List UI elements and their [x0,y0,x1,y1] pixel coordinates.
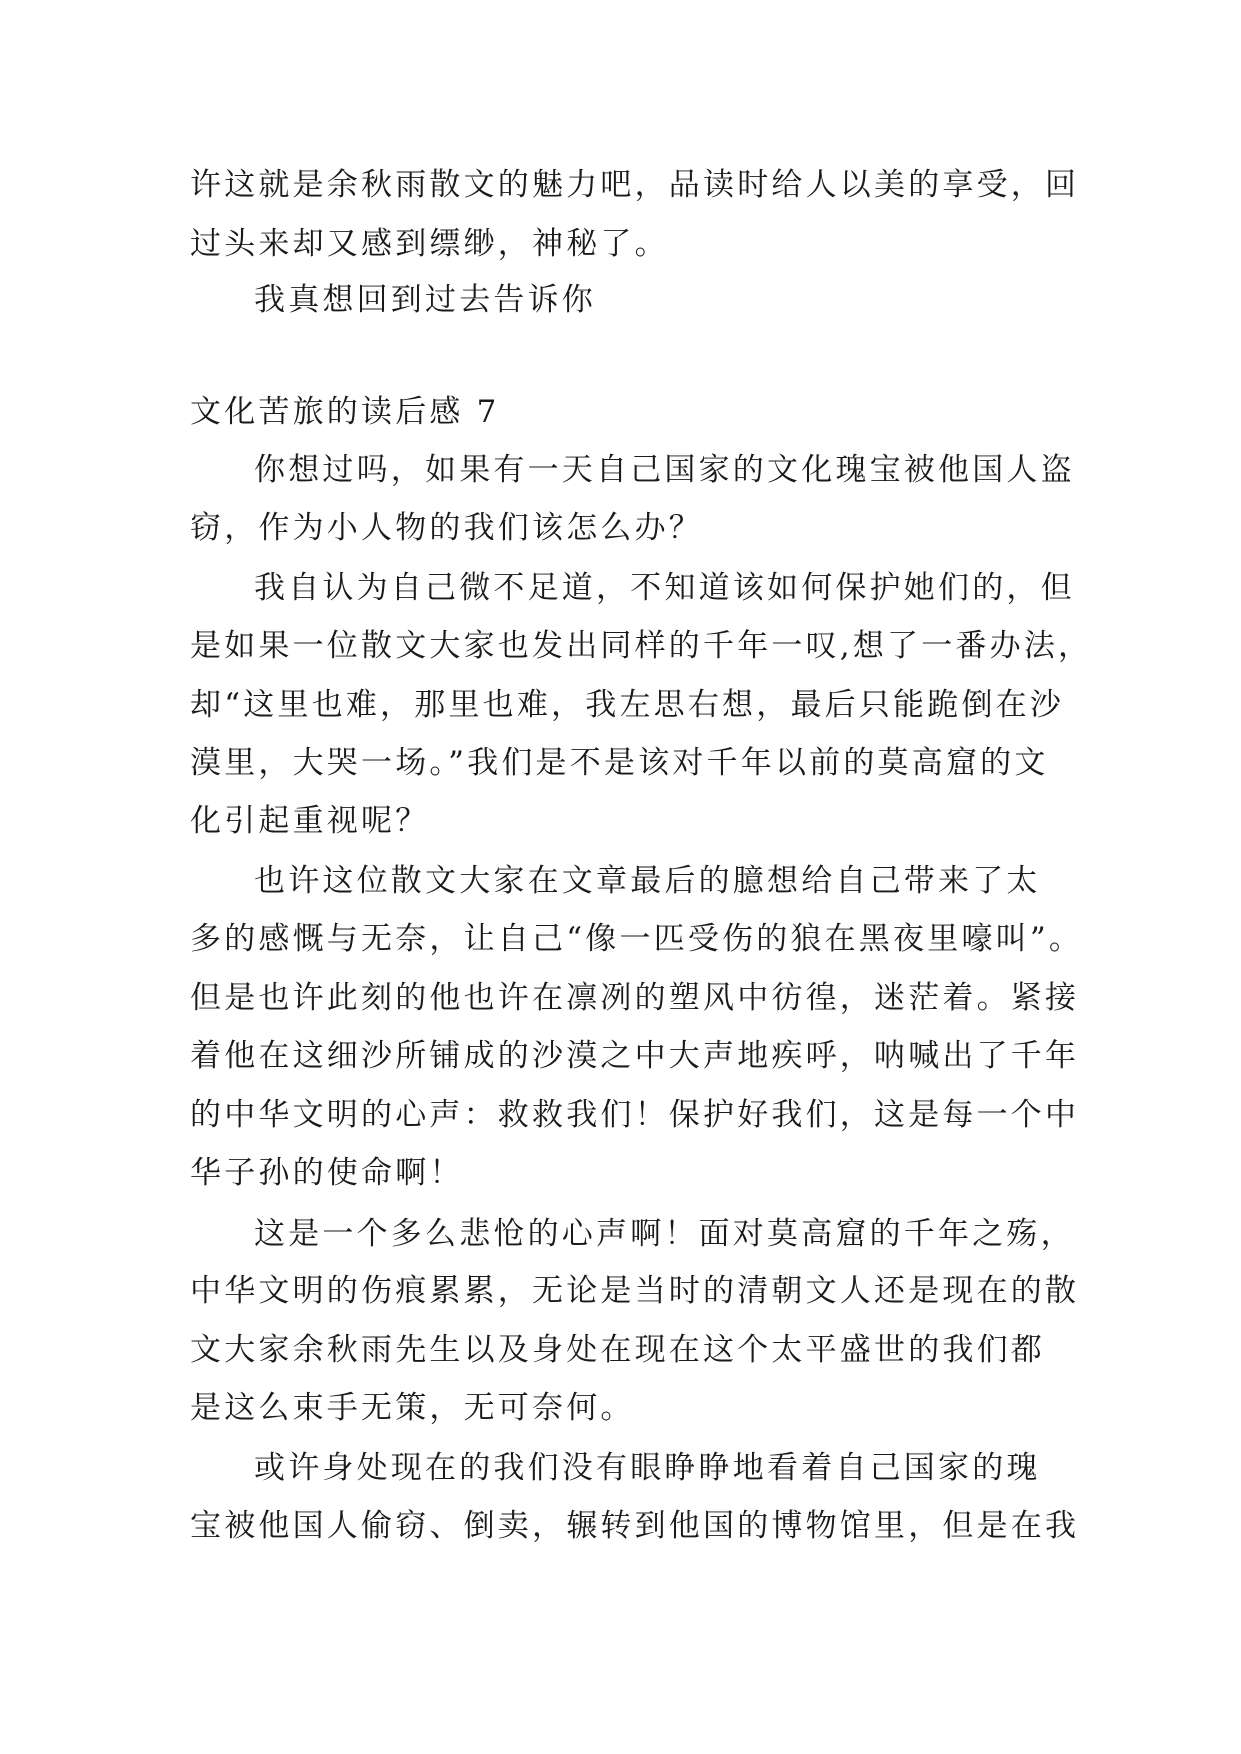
text-line: 窃，作为小人物的我们该怎么办？ [190,510,703,546]
text-line: 但是也许此刻的他也许在凛冽的塑风中彷徨，迷茫着。紧接 [190,980,1080,1016]
text-line: 你想过吗，如果有一天自己国家的文化瑰宝被他国人盗 [254,452,1075,488]
text-line: 是如果一位散文大家也发出同样的千年一叹,想了一番办法， [190,628,1093,664]
text-line: 文大家余秋雨先生以及身处在现在这个太平盛世的我们都 [190,1332,1045,1368]
text-line: 宝被他国人偷窃、倒卖，辗转到他国的博物馆里，但是在我 [190,1508,1080,1544]
text-line: 多的感慨与无奈，让自己“像一匹受伤的狼在黑夜里嚎叫”。 [190,921,1084,957]
text-line: 漠里，大哭一场。”我们是不是该对千年以前的莫高窟的文 [190,745,1049,781]
text-line: 过头来却又感到缥缈，神秘了。 [190,226,669,262]
section-heading: 文化苦旅的读后感 7 [190,394,500,430]
text-line: 也许这位散文大家在文章最后的臆想给自己带来了太 [254,863,1041,899]
text-line: 中华文明的伤痕累累，无论是当时的清朝文人还是现在的散 [190,1273,1080,1309]
text-line: 华子孙的使命啊！ [190,1155,464,1191]
text-line: 或许身处现在的我们没有眼睁睁地看着自己国家的瑰 [254,1450,1041,1486]
text-line: 化引起重视呢？ [190,803,430,839]
text-line: 却“这里也难，那里也难，我左思右想，最后只能跪倒在沙 [190,687,1065,723]
text-line: 这是一个多么悲怆的心声啊！面对莫高窟的千年之殇， [254,1216,1075,1252]
text-line: 我自认为自己微不足道，不知道该如何保护她们的，但 [254,570,1075,606]
text-line: 的中华文明的心声：救救我们！保护好我们，这是每一个中 [190,1097,1080,1133]
text-line: 是这么束手无策，无可奈何。 [190,1390,635,1426]
text-line: 着他在这细沙所铺成的沙漠之中大声地疾呼，呐喊出了千年 [190,1038,1080,1074]
text-line: 许这就是余秋雨散文的魅力吧，品读时给人以美的享受，回 [190,167,1080,203]
text-line: 我真想回到过去告诉你 [254,282,596,318]
